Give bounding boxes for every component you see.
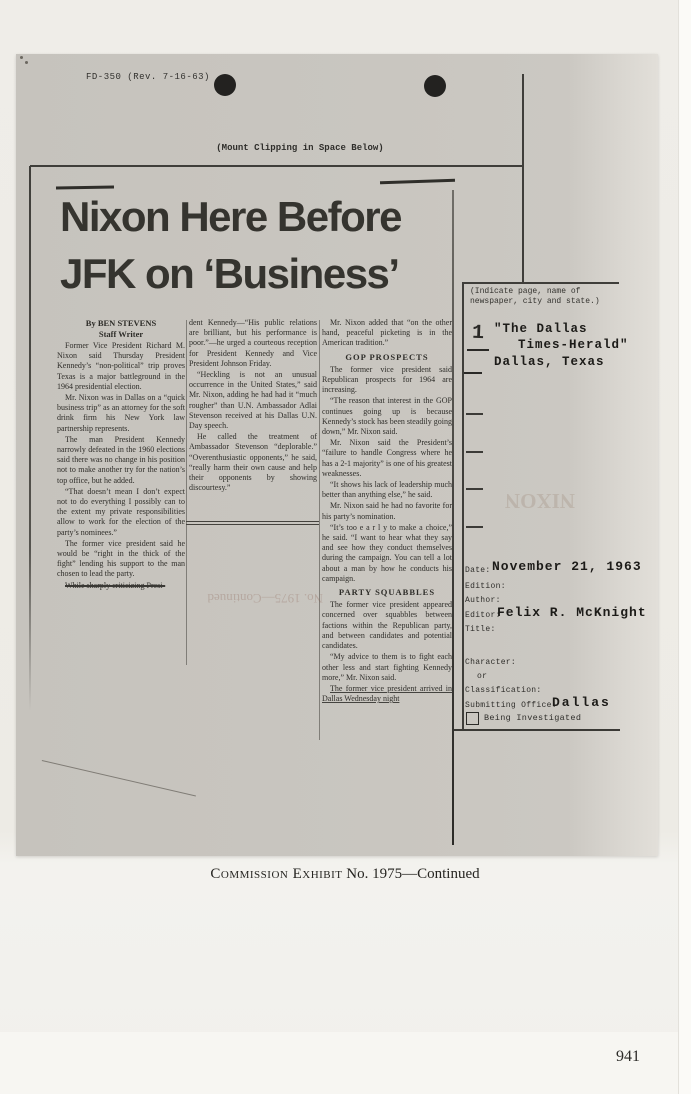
mount-clipping-instruction: (Mount Clipping in Space Below) [216, 143, 384, 153]
or-label: or [477, 672, 488, 681]
handwritten-page-number: 1 [471, 321, 485, 346]
page-number: 941 [616, 1048, 640, 1065]
title-label: Title: [465, 625, 496, 634]
article-paragraph: Mr. Nixon was in Dallas on a “quick business trip” as an attorney for the soft drink firm his New York law partnership represents. [57, 393, 185, 433]
edition-label: Edition: [465, 582, 506, 591]
article-paragraph: Mr. Nixon added that “on the other hand, peaceful picketing is in the American tradition.” [322, 318, 452, 348]
form-number: FD-350 (Rev. 7-16-63) [86, 72, 210, 82]
byline-author: By BEN STEVENS [85, 318, 157, 328]
submitting-office-label: Submitting Office: [465, 701, 557, 710]
article-paragraph: “It’s too e a r l y to make a choice,” he said. “I want to hear what they say and see how they conduct themselves during the campaign. You can tell a lot about a man by how he conducts his campaign. [322, 522, 452, 583]
article-paragraph: While sharply criticizing Presi- [65, 580, 166, 590]
form-vertical-divider [522, 74, 524, 283]
exhibit-caption-title: Commission Exhibit [210, 866, 343, 882]
newspaper-name-line1: "The Dallas [494, 322, 588, 336]
article-paragraph: “That doesn’t mean I don’t expect not to do everything I possibly can to the extent my private responsibilities allow to work for the election of the party’s nominees.” [57, 486, 185, 537]
panel-left-border [462, 282, 464, 730]
margin-tick [466, 413, 483, 415]
byline-role: Staff Writer [98, 329, 144, 339]
article-paragraph: The man President Kennedy narrowly defeated in the 1960 elections said there was no change in his position not to make another try for the nation’s top office, but he added. [57, 434, 185, 485]
date-value: November 21, 1963 [492, 559, 642, 574]
article-headline-line2: JFK on ‘Business’ [60, 250, 399, 297]
article-paragraph: The former vice president appeared concerned over squabbles between factions within the Republican party, and between candidates and potential candidates. [322, 600, 452, 651]
being-investigated-checkbox [466, 712, 479, 725]
article-paragraph: dent Kennedy—“His public relations are brilliant, but his performance is poor.”—he urged a courteous reception for President Kennedy and Vice President Johnson Friday. [189, 318, 317, 368]
article-end-rule [186, 521, 319, 525]
article-paragraph: The former vice president arrived in Dallas Wednesday night [322, 683, 452, 704]
margin-tick [466, 526, 483, 528]
panel-note-line2: newspaper, city and state.) [470, 297, 600, 306]
punch-hole-left [214, 74, 236, 96]
newspaper-city-state: Dallas, Texas [494, 355, 605, 369]
column-rule [186, 320, 187, 665]
article-paragraph: Former Vice President Richard M. Nixon said Thursday President Kennedy’s “non-political” trip proves Texas is a major battleground in the 1964 presidential election. [57, 341, 185, 391]
handwritten-underline [467, 349, 489, 351]
article-column-3 [322, 318, 452, 705]
character-label: Character: [465, 658, 517, 667]
panel-bottom-border [454, 729, 620, 731]
article-paragraph: “The reason that interest in the GOP continues going up is because Kennedy’s stock has been steadily going down,” Mr. Nixon said. [322, 396, 452, 437]
article-subhead: GOP PROSPECTS [345, 351, 429, 362]
author-label: Author: [465, 596, 501, 605]
scan-right-edge [678, 0, 691, 1094]
classification-label: Classification: [465, 686, 542, 695]
exhibit-caption [145, 866, 545, 883]
punch-hole-right [424, 75, 446, 97]
submitting-office-value: Dallas [552, 695, 611, 710]
article-subhead: PARTY SQUABBLES [338, 587, 436, 598]
margin-tick [466, 451, 483, 453]
handwritten-dash [464, 372, 482, 374]
article-paragraph: “Heckling is not an unusual occurrence in the United States,” said Mr. Nixon, adding he had had it “much rougher” than U.N. Ambassador Adlai Stevenson received at his Dallas U.N. Day speech. [189, 370, 317, 431]
article-byline [57, 318, 185, 340]
date-label: Date: [465, 566, 491, 575]
article-paragraph: “It shows his lack of leadership much better than anything else,” he said. [322, 480, 452, 500]
clipping-right-edge [452, 190, 454, 845]
scan-speck [20, 56, 23, 59]
ink-bleed-ghost-text: No. 1975—Continued [207, 591, 323, 606]
ink-bleed-ghost-nixon: NIXON [504, 489, 575, 513]
mount-area-top-line [30, 165, 523, 167]
article-paragraph: The former vice president said he would be “right in the thick of the fight” lending his support to the man chosen to lead the party. [57, 538, 185, 579]
article-column-1 [57, 341, 185, 592]
column-rule [319, 320, 320, 740]
article-paragraph: “My advice to them is to fight each other less and start fighting Kennedy more,” Mr. Nixon said. [322, 652, 452, 682]
panel-top-border [463, 282, 619, 284]
scan-speck [25, 61, 28, 64]
clipping-left-edge [29, 166, 31, 711]
article-paragraph: Mr. Nixon said he had no favorite for his party’s nomination. [322, 501, 452, 521]
editor-label: Editor: [465, 611, 501, 620]
being-investigated-label: Being Investigated [484, 713, 582, 723]
article-paragraph: Mr. Nixon said the President’s “failure to handle Congress where he has a 2-1 majority” is one of his greatest weaknesses. [322, 438, 452, 478]
editor-value: Felix R. McKnight [497, 605, 647, 620]
exhibit-caption-number: No. 1975—Continued [342, 866, 480, 882]
article-headline-line1: Nixon Here Before [60, 193, 401, 240]
newspaper-name-line2: Times-Herald" [518, 338, 629, 352]
article-paragraph: The former vice president said Republican prospects for 1964 are increasing. [322, 364, 452, 395]
panel-note-line1: (Indicate page, name of [470, 287, 581, 296]
article-paragraph: He called the treatment of Ambassador Stevenson “deplorable.” “Overenthusiastic opponents,” he said, “really harm their own cause and help their opponents by showing discourtesy.” [189, 432, 317, 493]
article-column-2 [189, 318, 317, 494]
